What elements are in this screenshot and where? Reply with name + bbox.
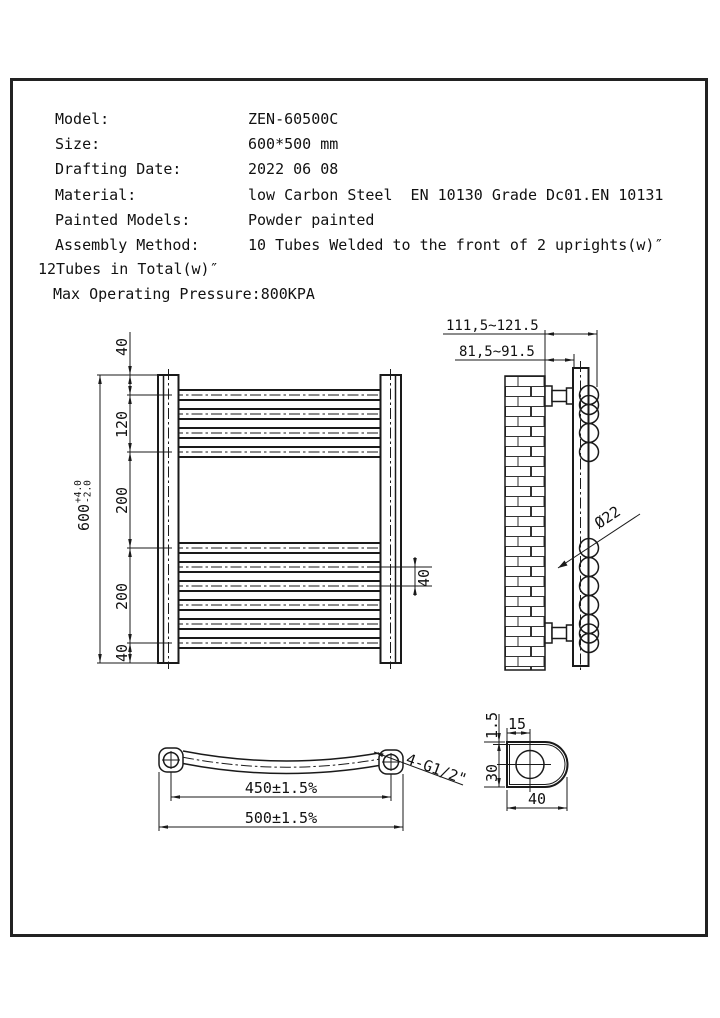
- section-detail-drawing: [483, 712, 568, 811]
- spec-value: 600*500 mm: [248, 135, 339, 153]
- dim-text-g12: 4-G1/2": [403, 749, 470, 789]
- front-right-upright: [381, 369, 402, 669]
- wall-bracket-bottom: [545, 623, 574, 643]
- dim-text-450: 450±1.5%: [244, 779, 318, 797]
- spec-value: 800KPA: [260, 285, 315, 303]
- spec-label: Drafting Date:: [55, 160, 182, 178]
- dim-text-40-bottom: 40: [113, 643, 131, 662]
- dim-text-tol-plus: +4.0: [73, 480, 84, 503]
- dim-text-200-b: 200: [113, 582, 131, 610]
- spec-value: low Carbon Steel EN 10130 Grade Dc01.EN 10131: [248, 186, 664, 204]
- spec-label: Size:: [55, 135, 101, 153]
- dim-text-15: 15: [507, 715, 527, 733]
- wall-bracket-top: [545, 386, 574, 406]
- side-view-drawing: [443, 318, 640, 673]
- dim-text-30: 30: [483, 763, 501, 782]
- dim-text-40-top: 40: [113, 337, 131, 356]
- dim-text-wall-to-front: 111,5~121.5: [446, 318, 539, 334]
- curved-tube: [183, 751, 379, 774]
- dim-text-120: 120: [113, 410, 131, 438]
- dim-text-600: 600: [75, 503, 93, 531]
- spec-label: Painted Models:: [55, 211, 191, 229]
- spec-value: ZEN-60500C: [248, 110, 339, 128]
- dim-text-40: 40: [527, 790, 547, 808]
- dim-wall-and-depth: [483, 712, 509, 787]
- dim-text-wall-to-upright: 81,5~91.5: [459, 344, 535, 360]
- dim-text-200-a: 200: [113, 486, 131, 514]
- front-left-upright: [158, 369, 179, 669]
- front-view-drawing: [73, 332, 433, 669]
- dim-text-500: 500±1.5%: [244, 809, 318, 827]
- dim-centre-distance: [171, 772, 391, 801]
- left-end-connection: [159, 748, 183, 772]
- spec-label: 12Tubes in Total(w)″: [38, 260, 219, 278]
- dim-text-dia22: Ø22: [591, 502, 624, 533]
- spec-label: Max Operating Pressure:: [53, 285, 261, 303]
- side-upright: [573, 361, 589, 673]
- spec-value: 2022 06 08: [248, 160, 339, 178]
- dim-text-pitch-40: 40: [415, 568, 433, 587]
- wall-section: [505, 376, 545, 670]
- dim-text-tol-minus: -2.0: [82, 480, 94, 503]
- top-view-drawing: [159, 748, 469, 831]
- front-tubes: [172, 390, 388, 648]
- dim-hole-offset: [507, 715, 530, 742]
- spec-value: Powder painted: [248, 211, 375, 229]
- dim-tube-diameter: [558, 502, 640, 568]
- spec-value: 10 Tubes Welded to the front of 2 uprights(w)″: [248, 236, 664, 254]
- spec-label: Assembly Method:: [55, 236, 200, 254]
- spec-label: Model:: [55, 110, 110, 128]
- spec-label: Material:: [55, 186, 137, 204]
- dim-text-1-5: 1.5: [483, 711, 501, 739]
- tube-row: [172, 390, 388, 648]
